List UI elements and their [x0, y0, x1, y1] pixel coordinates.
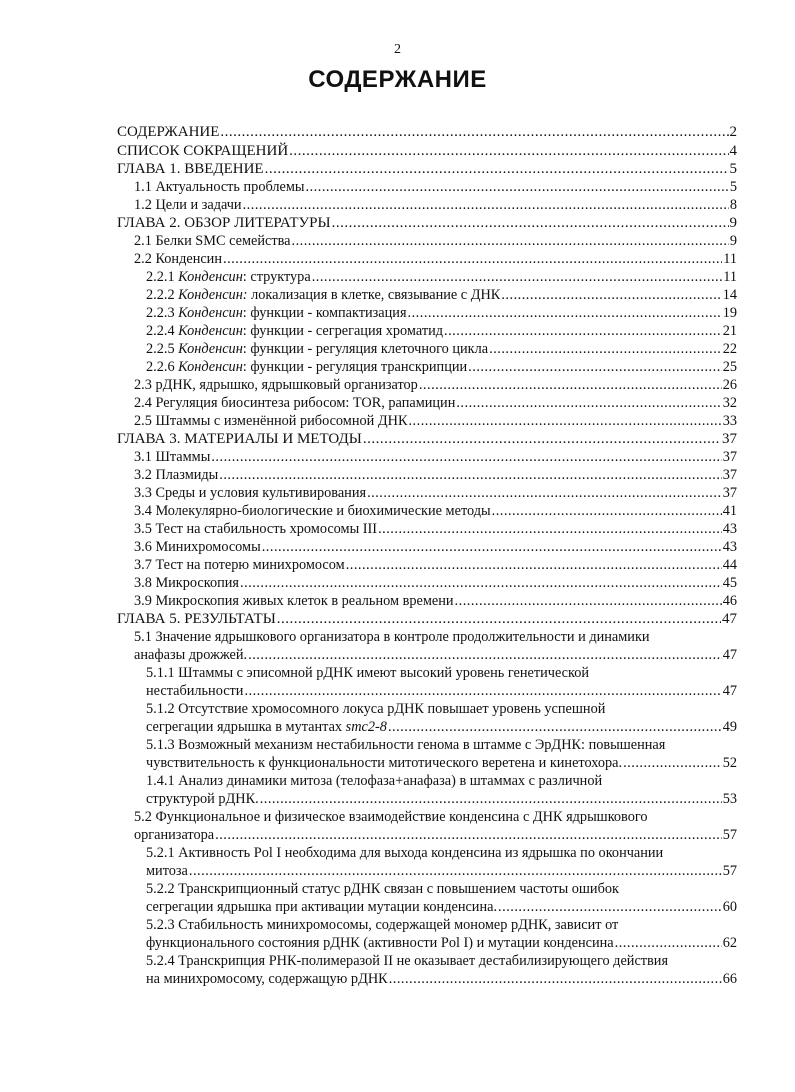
toc-entry-text: нестабильности — [146, 683, 244, 699]
toc-page-number: 22 — [722, 341, 737, 357]
toc-entry-title — [117, 214, 331, 232]
dot-leader — [260, 790, 722, 808]
toc-entry-title — [146, 917, 618, 933]
toc-entry-text: 5.2.1 Активность Pol I необходима для выхода конденсина из ядрышка по окончании — [146, 845, 664, 861]
toc-page-number: 9 — [729, 233, 737, 249]
toc-entry-title — [134, 250, 222, 268]
toc-entry-text: чувствительность к функциональности митотического веретена и кинетохора. — [146, 755, 623, 771]
toc-entry — [117, 610, 737, 628]
toc-entry-text: 3.9 Микроскопия живых клеток в реальном времени — [134, 593, 454, 609]
toc-page-number: 53 — [722, 791, 737, 807]
toc-entry-title — [134, 629, 650, 645]
toc-page-number: 57 — [722, 827, 737, 843]
toc-entry-text: 2.2.5 — [146, 341, 179, 357]
toc-page-number: 44 — [722, 557, 737, 573]
dot-leader — [262, 538, 722, 556]
toc-page-number: 25 — [722, 359, 737, 375]
toc-page-number: 52 — [722, 755, 737, 771]
toc-entry-title — [146, 682, 243, 700]
toc-entry — [134, 394, 737, 412]
toc-page-number: 19 — [722, 305, 737, 321]
toc-entry-text: 5.1.2 Отсутствие хромосомного локуса рДНК повышает уровень успешной — [146, 701, 606, 717]
toc-entry — [134, 232, 737, 250]
toc-entry-text: организатора — [134, 827, 215, 843]
toc-page-number: 45 — [722, 575, 737, 591]
toc-page-number: 5 — [729, 161, 737, 177]
toc-entry-text: сегрегации ядрышка в мутантах — [146, 719, 346, 735]
toc-entry-title — [146, 970, 388, 988]
page-title: СОДЕРЖАНИЕ — [308, 66, 487, 93]
toc-entry-emphasis: Конденсин — [178, 359, 243, 375]
toc-entry — [146, 268, 737, 286]
toc-entry-emphasis: Конденсин — [178, 305, 243, 321]
toc-entry-title — [134, 502, 491, 520]
toc-entry-text: 3.2 Плазмиды — [134, 467, 219, 483]
dot-leader — [219, 466, 721, 484]
toc-page-number: 43 — [722, 539, 737, 555]
toc-entry — [117, 430, 737, 448]
toc-entry-emphasis: smc2-8 — [345, 719, 387, 735]
toc-page-number: 14 — [722, 287, 737, 303]
toc-entry — [146, 340, 737, 358]
toc-page-number: 47 — [722, 611, 737, 627]
toc-entry-text: 1.2 Цели и задачи — [134, 197, 242, 213]
dot-leader — [223, 250, 722, 268]
toc-entry-text: сегрегации ядрышка при активации мутации конденсина. — [146, 899, 498, 915]
toc-entry-title — [134, 520, 377, 538]
toc-entry-title — [134, 826, 214, 844]
toc-entry-title — [146, 773, 602, 789]
toc-entry-title — [146, 340, 488, 358]
toc-entry — [146, 358, 737, 376]
toc-page-number: 21 — [722, 323, 737, 339]
toc-entry-text: 2.2.6 — [146, 359, 179, 375]
toc-entry-title — [117, 142, 288, 160]
toc-entry — [146, 718, 737, 736]
dot-leader — [211, 448, 721, 466]
dot-leader — [388, 718, 722, 736]
dot-leader — [444, 322, 722, 340]
toc-entry-text: : функции - компактизация — [242, 305, 407, 321]
toc-entry-emphasis: Конденсин — [178, 323, 243, 339]
toc-entry — [134, 574, 737, 592]
dot-leader — [243, 196, 729, 214]
toc-page-number: 46 — [722, 593, 737, 609]
toc-entry — [134, 826, 737, 844]
dot-leader — [419, 376, 722, 394]
toc-entry-text: 2.2 Конденсин — [134, 251, 222, 267]
dot-leader — [489, 340, 722, 358]
dot-leader — [389, 970, 722, 988]
toc-entry — [117, 214, 737, 232]
toc-entry-title — [146, 754, 622, 772]
toc-entry — [134, 502, 737, 520]
toc-entry-title — [146, 898, 497, 916]
toc-entry-title — [117, 160, 264, 178]
toc-entry — [134, 808, 737, 826]
toc-entry-text: 5.1 Значение ядрышкового организатора в контроле продолжительности и динамики — [134, 629, 650, 645]
toc-entry — [134, 592, 737, 610]
toc-entry-title — [146, 953, 668, 969]
toc-entry — [117, 160, 737, 178]
toc-entry-title — [117, 430, 362, 448]
dot-leader — [367, 484, 722, 502]
toc-entry-title — [146, 862, 188, 880]
toc-entry-text: 3.1 Штаммы — [134, 449, 211, 465]
toc-page-number: 60 — [722, 899, 737, 915]
dot-leader — [332, 214, 729, 232]
toc-page-number: 37 — [722, 485, 737, 501]
dot-leader — [501, 286, 721, 304]
toc-entry-title — [146, 881, 619, 897]
toc-entry-text: : функции - регуляция транскрипции — [242, 359, 468, 375]
dot-leader — [408, 304, 722, 322]
dot-leader — [240, 574, 722, 592]
toc-page-number: 5 — [729, 179, 737, 195]
toc-entry-text: анафазы дрожжей. — [134, 647, 248, 663]
toc-entry-title — [117, 123, 219, 141]
toc-entry — [134, 412, 737, 430]
toc-entry-title — [134, 538, 261, 556]
toc-entry — [146, 772, 737, 790]
toc-page-number: 9 — [729, 215, 737, 231]
toc-entry-text: СОДЕРЖАНИЕ — [117, 124, 220, 140]
dot-leader — [468, 358, 722, 376]
toc-entry-title — [134, 196, 242, 214]
toc-page-number: 43 — [722, 521, 737, 537]
toc-entry-emphasis: Конденсин — [178, 269, 243, 285]
toc-entry-title — [146, 304, 407, 322]
toc-entry — [146, 322, 737, 340]
toc-entry-text: 5.2 Функциональное и физическое взаимодействие конденсина с ДНК ядрышкового — [134, 809, 648, 825]
toc-entry — [146, 952, 737, 970]
toc-page-number: 66 — [722, 971, 737, 987]
toc-entry-title — [146, 934, 614, 952]
toc-entry-text: 3.6 Минихромосомы — [134, 539, 261, 555]
toc-entry-title — [134, 646, 247, 664]
toc-entry-title — [134, 232, 291, 250]
toc-entry-text: 5.1.3 Возможный механизм нестабильности генома в штамме с ЭрДНК: повышенная — [146, 737, 666, 753]
toc-entry — [146, 790, 737, 808]
page-number: 2 — [394, 42, 401, 57]
dot-leader — [346, 556, 722, 574]
toc-entry-title — [146, 790, 259, 808]
toc-page-number: 26 — [722, 377, 737, 393]
toc-entry-text: 1.4.1 Анализ динамики митоза (телофаза+анафаза) в штаммах с различной — [146, 773, 603, 789]
toc-entry — [134, 196, 737, 214]
toc-entry — [134, 538, 737, 556]
toc-entry-text: 5.1.1 Штаммы с эписомной рДНК имеют высокий уровень генетической — [146, 665, 590, 681]
toc-entry — [146, 286, 737, 304]
dot-leader — [378, 520, 722, 538]
toc-entry-title — [146, 358, 467, 376]
toc-entry-title — [134, 592, 454, 610]
toc-entry-text: функционального состояния рДНК (активности Pol I) и мутации конденсина — [146, 935, 614, 951]
toc-page-number: 41 — [722, 503, 737, 519]
toc-entry-text: 5.2.3 Стабильность минихромосомы, содержащей мономер рДНК, зависит от — [146, 917, 619, 933]
dot-leader — [306, 178, 729, 196]
toc-entry-text: : функции - сегрегация хроматид — [242, 323, 444, 339]
toc-entry-text: : функции - регуляция клеточного цикла — [242, 341, 489, 357]
toc-entry-title — [146, 268, 311, 286]
toc-entry-text: 2.2.4 — [146, 323, 179, 339]
toc-entry-text: ГЛАВА 5. РЕЗУЛЬТАТЫ — [117, 611, 276, 627]
toc-entry — [146, 754, 737, 772]
toc-entry-text: 1.1 Актуальность проблемы — [134, 179, 305, 195]
toc-entry — [146, 304, 737, 322]
toc-entry-title — [146, 286, 500, 304]
toc-entry — [146, 934, 737, 952]
toc-page-number: 49 — [722, 719, 737, 735]
toc-entry — [134, 556, 737, 574]
dot-leader — [456, 394, 721, 412]
toc-entry-text: 3.3 Среды и условия культивирования — [134, 485, 367, 501]
toc-entry-text: : структура — [242, 269, 311, 285]
toc-entry — [146, 970, 737, 988]
toc-entry-title — [134, 556, 345, 574]
toc-page-number: 2 — [729, 124, 737, 140]
toc-entry — [146, 880, 737, 898]
dot-leader — [623, 754, 722, 772]
toc-entry-title — [146, 718, 387, 736]
toc-entry-title — [134, 809, 648, 825]
toc-entry-text: ГЛАВА 1. ВВЕДЕНИЕ — [117, 161, 264, 177]
toc-page-number: 62 — [722, 935, 737, 951]
toc-entry-text: 2.1 Белки SMC семейства — [134, 233, 291, 249]
toc-entry-emphasis: Конденсин — [178, 341, 243, 357]
toc-entry-text: локализация в клетке, связывание с ДНК — [247, 287, 501, 303]
toc-entry-title — [134, 484, 366, 502]
toc-entry-title — [117, 610, 276, 628]
toc-entry — [134, 628, 737, 646]
toc-page-number: 47 — [722, 647, 737, 663]
dot-leader — [289, 142, 728, 160]
dot-leader — [455, 592, 722, 610]
toc-page-number: 47 — [722, 683, 737, 699]
dot-leader — [248, 646, 722, 664]
toc-entry-text: ГЛАВА 2. ОБЗОР ЛИТЕРАТУРЫ — [117, 215, 331, 231]
toc-entry-text: 2.4 Регуляция биосинтеза рибосом: TOR, рапамицин — [134, 395, 456, 411]
toc-page-number: 8 — [729, 197, 737, 213]
toc-entry-title — [134, 376, 418, 394]
dot-leader — [244, 682, 721, 700]
toc-entry — [117, 123, 737, 141]
toc-page-number: 37 — [722, 449, 737, 465]
dot-leader — [220, 123, 728, 141]
toc-entry-title — [146, 322, 443, 340]
toc-entry — [134, 376, 737, 394]
toc-entry-text: 2.5 Штаммы с изменённой рибосомной ДНК — [134, 413, 408, 429]
dot-leader — [265, 160, 729, 178]
toc-entry — [146, 898, 737, 916]
toc-entry-title — [134, 574, 239, 592]
dot-leader — [312, 268, 723, 286]
toc-entry — [146, 862, 737, 880]
toc-entry — [146, 916, 737, 934]
toc-entry — [146, 700, 737, 718]
toc-entry — [134, 448, 737, 466]
toc-entry-text: 2.2.3 — [146, 305, 179, 321]
toc-entry-title — [134, 412, 407, 430]
toc-entry — [134, 520, 737, 538]
toc-entry-title — [146, 737, 665, 753]
dot-leader — [292, 232, 729, 250]
toc-page-number: 4 — [729, 143, 737, 159]
toc-entry-text: 2.2.2 — [146, 287, 179, 303]
toc-entry — [146, 664, 737, 682]
toc-entry — [134, 646, 737, 664]
toc-entry-text: СПИСОК СОКРАЩЕНИЙ — [117, 143, 289, 159]
toc-entry — [117, 142, 737, 160]
toc-entry — [134, 250, 737, 268]
toc-entry-text: 2.2.1 — [146, 269, 179, 285]
dot-leader — [492, 502, 722, 520]
toc-entry-text: 5.2.4 Транскрипция РНК-полимеразой II не оказывает дестабилизирующего действия — [146, 953, 669, 969]
toc-entry-title — [134, 466, 218, 484]
toc-entry-text: 5.2.2 Транскрипционный статус рДНК связан с повышением частоты ошибок — [146, 881, 619, 897]
toc-entry-text: 3.4 Молекулярно-биологические и биохимические методы — [134, 503, 491, 519]
toc-entry — [134, 178, 737, 196]
toc-page-number: 37 — [722, 467, 737, 483]
toc-entry-text: ГЛАВА 3. МАТЕРИАЛЫ И МЕТОДЫ — [117, 431, 362, 447]
dot-leader — [408, 412, 721, 430]
dot-leader — [615, 934, 722, 952]
toc-entry-emphasis: Конденсин: — [178, 287, 248, 303]
toc-entry — [134, 484, 737, 502]
toc-page-number: 37 — [722, 431, 737, 447]
toc-entry-text: структурой рДНК. — [146, 791, 259, 807]
dot-leader — [277, 610, 721, 628]
dot-leader — [363, 430, 721, 448]
toc-page-number: 11 — [723, 269, 737, 285]
toc-page-number: 33 — [722, 413, 737, 429]
toc-entry — [134, 466, 737, 484]
toc-entry-text: 3.8 Микроскопия — [134, 575, 239, 591]
toc-entry-text: 2.3 рДНК, ядрышко, ядрышковый организатор — [134, 377, 418, 393]
toc-entry — [146, 736, 737, 754]
toc-entry-text: 3.5 Тест на стабильность хромосомы III — [134, 521, 378, 537]
dot-leader — [189, 862, 722, 880]
toc-entry-title — [146, 701, 605, 717]
toc-entry — [146, 682, 737, 700]
toc-entry — [146, 844, 737, 862]
toc-page-number: 57 — [722, 863, 737, 879]
toc-entry-title — [134, 394, 455, 412]
toc-page-number: 32 — [722, 395, 737, 411]
toc-entry-title — [146, 665, 589, 681]
toc-page-number: 11 — [723, 251, 737, 267]
toc-entry-text: 3.7 Тест на потерю минихромосом — [134, 557, 345, 573]
toc-entry-text: митоза — [146, 863, 188, 879]
toc-entry-title — [134, 448, 210, 466]
dot-leader — [215, 826, 722, 844]
dot-leader — [498, 898, 722, 916]
toc-entry-title — [134, 178, 305, 196]
toc-entry-title — [146, 845, 663, 861]
toc-entry-text: на минихромосому, содержащую рДНК — [146, 971, 388, 987]
